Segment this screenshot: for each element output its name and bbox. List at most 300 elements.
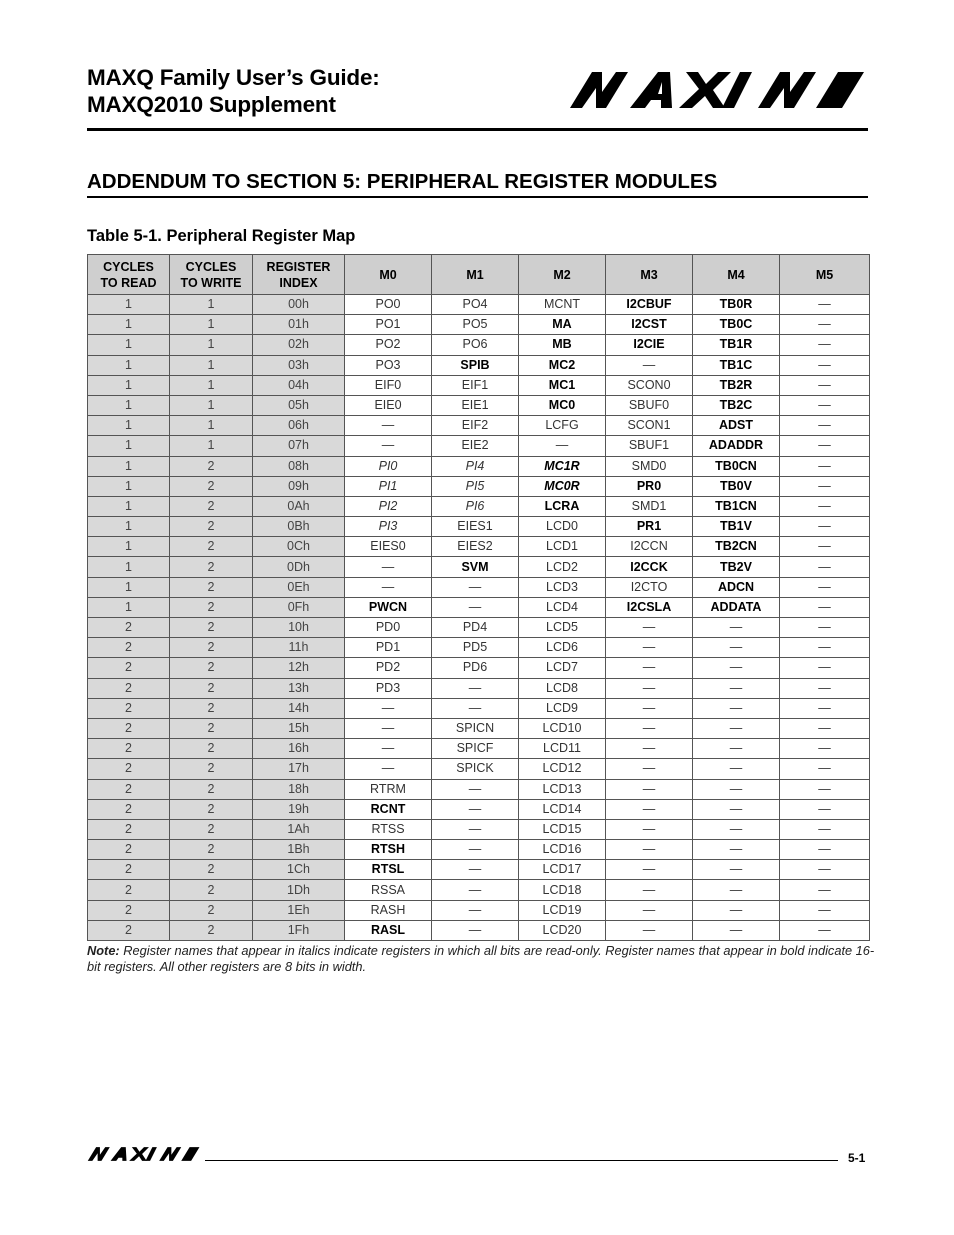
table-cell: 0Fh	[253, 597, 345, 617]
table-cell: SPICK	[432, 759, 519, 779]
table-cell: MC1	[519, 375, 606, 395]
table-cell: PO1	[345, 315, 432, 335]
table-row	[88, 375, 870, 395]
table-cell: 1	[170, 355, 253, 375]
table-cell: —	[693, 618, 780, 638]
table-cell: TB2R	[693, 375, 780, 395]
table-cell: —	[780, 920, 870, 940]
table-cell: 1Dh	[253, 880, 345, 900]
table-cell: —	[345, 416, 432, 436]
table-cell: 0Bh	[253, 517, 345, 537]
table-cell: LCFG	[519, 416, 606, 436]
table-cell: 0Ch	[253, 537, 345, 557]
column-header: M0	[345, 255, 432, 295]
table-cell: —	[780, 295, 870, 315]
table-cell: LCD1	[519, 537, 606, 557]
table-cell: —	[606, 779, 693, 799]
table-cell: MC2	[519, 355, 606, 375]
table-row	[88, 658, 870, 678]
table-cell: PD6	[432, 658, 519, 678]
table-cell: —	[432, 597, 519, 617]
table-cell: —	[693, 799, 780, 819]
table-cell: 2	[170, 860, 253, 880]
table-cell: PD3	[345, 678, 432, 698]
table-cell: —	[693, 759, 780, 779]
table-cell: MC0R	[519, 476, 606, 496]
table-cell: ADCN	[693, 577, 780, 597]
table-cell: 1Fh	[253, 920, 345, 940]
table-cell: EIES0	[345, 537, 432, 557]
table-cell: —	[780, 900, 870, 920]
table-cell: —	[345, 739, 432, 759]
table-cell: 2	[170, 799, 253, 819]
table-cell: 15h	[253, 718, 345, 738]
table-cell: —	[606, 900, 693, 920]
table-cell: 2	[88, 698, 170, 718]
table-cell: 0Eh	[253, 577, 345, 597]
table-cell: —	[780, 355, 870, 375]
table-cell: —	[606, 799, 693, 819]
table-cell: 1	[88, 395, 170, 415]
column-header: M4	[693, 255, 780, 295]
table-cell: —	[432, 819, 519, 839]
table-row	[88, 920, 870, 940]
table-cell: 09h	[253, 476, 345, 496]
table-cell: 1	[88, 375, 170, 395]
table-cell: RTSL	[345, 860, 432, 880]
table-cell: 2	[170, 537, 253, 557]
table-body	[88, 295, 870, 941]
table-cell: PD0	[345, 618, 432, 638]
table-cell: 1	[88, 577, 170, 597]
table-cell: MA	[519, 315, 606, 335]
table-cell: 2	[88, 840, 170, 860]
table-cell: MC1R	[519, 456, 606, 476]
table-cell: SVM	[432, 557, 519, 577]
table-cell: 05h	[253, 395, 345, 415]
table-row	[88, 819, 870, 839]
table-cell: —	[780, 315, 870, 335]
table-cell: —	[432, 840, 519, 860]
table-cell: 2	[88, 920, 170, 940]
table-cell: 2	[88, 759, 170, 779]
note-label: Note:	[87, 943, 120, 958]
table-cell: —	[780, 375, 870, 395]
table-row	[88, 759, 870, 779]
table-row	[88, 496, 870, 516]
table-cell: —	[780, 799, 870, 819]
title-line-1: MAXQ Family User’s Guide:	[87, 65, 380, 90]
table-cell: —	[693, 779, 780, 799]
table-cell: 2	[88, 799, 170, 819]
table-cell: —	[693, 819, 780, 839]
table-cell: —	[693, 920, 780, 940]
table-cell: —	[345, 698, 432, 718]
table-cell: —	[606, 739, 693, 759]
table-row	[88, 698, 870, 718]
table-cell: MC0	[519, 395, 606, 415]
table-cell: —	[432, 880, 519, 900]
table-cell: 19h	[253, 799, 345, 819]
table-cell: PI4	[432, 456, 519, 476]
table-cell: —	[780, 860, 870, 880]
table-cell: EIF1	[432, 375, 519, 395]
table-cell: RTSS	[345, 819, 432, 839]
table-row	[88, 315, 870, 335]
table-row	[88, 456, 870, 476]
table-cell: SPIB	[432, 355, 519, 375]
table-row	[88, 638, 870, 658]
table-cell: 2	[170, 698, 253, 718]
table-cell: —	[693, 678, 780, 698]
table-row	[88, 295, 870, 315]
table-cell: EIES1	[432, 517, 519, 537]
table-cell: EIE0	[345, 395, 432, 415]
table-cell: —	[693, 658, 780, 678]
column-header: CYCLES TO READ	[88, 255, 170, 295]
table-cell: 2	[170, 779, 253, 799]
maxim-logo-footer	[87, 1146, 201, 1162]
table-row	[88, 557, 870, 577]
table-cell: LCD17	[519, 860, 606, 880]
column-header: M2	[519, 255, 606, 295]
table-cell: 1	[170, 436, 253, 456]
table-cell: 1	[170, 416, 253, 436]
table-cell: —	[780, 557, 870, 577]
table-cell: 2	[170, 476, 253, 496]
table-cell: —	[780, 476, 870, 496]
table-cell: —	[345, 718, 432, 738]
column-header: REGISTER INDEX	[253, 255, 345, 295]
table-cell: —	[780, 840, 870, 860]
table-cell: MCNT	[519, 295, 606, 315]
table-cell: —	[693, 698, 780, 718]
table-cell: 2	[170, 819, 253, 839]
table-cell: LCD16	[519, 840, 606, 860]
table-cell: TB1CN	[693, 496, 780, 516]
table-cell: —	[780, 698, 870, 718]
table-cell: 2	[88, 900, 170, 920]
table-cell: 1	[88, 476, 170, 496]
table-cell: EIES2	[432, 537, 519, 557]
table-cell: —	[432, 678, 519, 698]
table-cell: 2	[88, 880, 170, 900]
table-row	[88, 678, 870, 698]
table-cell: LCD7	[519, 658, 606, 678]
table-cell: TB1C	[693, 355, 780, 375]
table-cell: ADDATA	[693, 597, 780, 617]
page-number: 5-1	[848, 1151, 866, 1165]
table-cell: ADADDR	[693, 436, 780, 456]
footer-rule	[205, 1160, 838, 1161]
table-cell: PI6	[432, 496, 519, 516]
table-cell: —	[606, 618, 693, 638]
note-text: Register names that appear in italics indicate registers in which all bits are read-only. Register names that appear in bold indicate 16-bit registers. All other registers are 8 bits in width.	[87, 943, 875, 974]
table-cell: 2	[170, 739, 253, 759]
table-cell: PD4	[432, 618, 519, 638]
table-cell: PI2	[345, 496, 432, 516]
table-row	[88, 840, 870, 860]
table-cell: LCD2	[519, 557, 606, 577]
table-cell: 1	[88, 436, 170, 456]
table-row	[88, 779, 870, 799]
table-cell: 2	[170, 880, 253, 900]
table-cell: I2CCN	[606, 537, 693, 557]
column-header: M5	[780, 255, 870, 295]
table-cell: I2CCK	[606, 557, 693, 577]
maxim-logo	[568, 70, 868, 110]
table-cell: 1	[88, 335, 170, 355]
table-cell: PO0	[345, 295, 432, 315]
table-cell: 17h	[253, 759, 345, 779]
table-cell: SBUF0	[606, 395, 693, 415]
table-cell: 12h	[253, 658, 345, 678]
table-cell: 2	[170, 456, 253, 476]
table-cell: 1	[170, 295, 253, 315]
table-cell: —	[693, 860, 780, 880]
table-cell: —	[780, 496, 870, 516]
table-cell: 1	[88, 537, 170, 557]
table-cell: 1	[88, 355, 170, 375]
table-row	[88, 900, 870, 920]
table-cell: MB	[519, 335, 606, 355]
column-header: M1	[432, 255, 519, 295]
table-cell: 1	[88, 315, 170, 335]
table-header-row	[88, 255, 870, 295]
table-cell: 2	[170, 597, 253, 617]
table-row	[88, 517, 870, 537]
table-cell: 1	[170, 315, 253, 335]
table-cell: 2	[170, 759, 253, 779]
table-cell: 2	[88, 819, 170, 839]
table-cell: 2	[88, 658, 170, 678]
table-cell: —	[780, 739, 870, 759]
table-cell: —	[606, 678, 693, 698]
table-cell: I2CTO	[606, 577, 693, 597]
table-cell: PI3	[345, 517, 432, 537]
table-cell: TB1R	[693, 335, 780, 355]
table-cell: 14h	[253, 698, 345, 718]
table-cell: PO6	[432, 335, 519, 355]
table-cell: PWCN	[345, 597, 432, 617]
table-row	[88, 537, 870, 557]
table-cell: —	[345, 759, 432, 779]
table-cell: TB0V	[693, 476, 780, 496]
table-cell: 08h	[253, 456, 345, 476]
table-cell: —	[606, 638, 693, 658]
table-row	[88, 416, 870, 436]
column-header: M3	[606, 255, 693, 295]
table-cell: —	[345, 436, 432, 456]
table-cell: LCD20	[519, 920, 606, 940]
table-cell: 1	[170, 395, 253, 415]
table-cell: PD5	[432, 638, 519, 658]
table-cell: EIE1	[432, 395, 519, 415]
table-cell: RASL	[345, 920, 432, 940]
table-cell: TB0CN	[693, 456, 780, 476]
table-cell: PI1	[345, 476, 432, 496]
table-cell: —	[780, 718, 870, 738]
table-cell: —	[780, 395, 870, 415]
table-row	[88, 436, 870, 456]
table-cell: 18h	[253, 779, 345, 799]
peripheral-register-map-table	[87, 254, 870, 941]
table-cell: 2	[170, 577, 253, 597]
table-cell: SMD0	[606, 456, 693, 476]
table-cell: 13h	[253, 678, 345, 698]
table-cell: 2	[170, 517, 253, 537]
table-cell: —	[780, 456, 870, 476]
table-cell: —	[606, 698, 693, 718]
table-cell: PR0	[606, 476, 693, 496]
table-cell: 1Ah	[253, 819, 345, 839]
table-cell: 1	[88, 597, 170, 617]
table-cell: —	[432, 900, 519, 920]
table-row	[88, 476, 870, 496]
table-cell: —	[432, 920, 519, 940]
table-cell: —	[606, 658, 693, 678]
table-cell: SCON1	[606, 416, 693, 436]
table-cell: —	[780, 618, 870, 638]
table-cell: RSSA	[345, 880, 432, 900]
table-cell: EIE2	[432, 436, 519, 456]
table-cell: LCD12	[519, 759, 606, 779]
table-cell: 2	[88, 860, 170, 880]
table-cell: SBUF1	[606, 436, 693, 456]
column-header: CYCLES TO WRITE	[170, 255, 253, 295]
table-cell: I2CBUF	[606, 295, 693, 315]
table-row	[88, 860, 870, 880]
table-cell: RASH	[345, 900, 432, 920]
header-rule	[87, 128, 868, 131]
table-cell: LCD0	[519, 517, 606, 537]
table-cell: —	[606, 880, 693, 900]
table-cell: —	[606, 355, 693, 375]
table-cell: —	[606, 860, 693, 880]
table-cell: TB2V	[693, 557, 780, 577]
table-cell: LCD11	[519, 739, 606, 759]
table-cell: 07h	[253, 436, 345, 456]
table-row	[88, 739, 870, 759]
table-cell: TB1V	[693, 517, 780, 537]
table-cell: —	[345, 577, 432, 597]
table-cell: EIF0	[345, 375, 432, 395]
table-cell: PO2	[345, 335, 432, 355]
table-cell: RTSH	[345, 840, 432, 860]
table-cell: —	[606, 920, 693, 940]
table-cell: LCD8	[519, 678, 606, 698]
table-cell: I2CSLA	[606, 597, 693, 617]
table-cell: 2	[88, 638, 170, 658]
table-cell: 1	[88, 496, 170, 516]
table-row	[88, 799, 870, 819]
table-cell: 03h	[253, 355, 345, 375]
table-cell: 16h	[253, 739, 345, 759]
table-cell: —	[780, 577, 870, 597]
table-cell: LCD19	[519, 900, 606, 920]
table-cell: 2	[88, 618, 170, 638]
table-cell: —	[606, 718, 693, 738]
table-cell: —	[345, 557, 432, 577]
table-cell: 02h	[253, 335, 345, 355]
table-cell: 1	[170, 375, 253, 395]
table-cell: —	[432, 577, 519, 597]
table-cell: —	[780, 658, 870, 678]
table-cell: —	[693, 638, 780, 658]
table-row	[88, 618, 870, 638]
table-cell: —	[606, 819, 693, 839]
table-cell: —	[780, 759, 870, 779]
table-cell: 2	[170, 840, 253, 860]
table-cell: 1Ch	[253, 860, 345, 880]
table-cell: 0Ah	[253, 496, 345, 516]
table-cell: —	[693, 880, 780, 900]
table-cell: LCD3	[519, 577, 606, 597]
table-row	[88, 395, 870, 415]
table-row	[88, 577, 870, 597]
table-cell: ADST	[693, 416, 780, 436]
table-cell: 2	[170, 678, 253, 698]
table-cell: LCD5	[519, 618, 606, 638]
table-cell: 2	[170, 638, 253, 658]
table-cell: PD1	[345, 638, 432, 658]
section-heading: ADDENDUM TO SECTION 5: PERIPHERAL REGISTER MODULES	[87, 170, 718, 193]
table-cell: SPICF	[432, 739, 519, 759]
table-cell: LCRA	[519, 496, 606, 516]
table-cell: I2CST	[606, 315, 693, 335]
table-cell: LCD14	[519, 799, 606, 819]
table-cell: 1Eh	[253, 900, 345, 920]
document-title	[87, 64, 380, 118]
table-cell: TB0R	[693, 295, 780, 315]
table-cell: —	[606, 759, 693, 779]
section-rule	[87, 196, 868, 198]
table-cell: RTRM	[345, 779, 432, 799]
table-cell: —	[780, 416, 870, 436]
table-row	[88, 597, 870, 617]
table-cell: 1	[88, 557, 170, 577]
table-cell: PO3	[345, 355, 432, 375]
table-cell: SPICN	[432, 718, 519, 738]
table-cell: 11h	[253, 638, 345, 658]
table-cell: —	[780, 517, 870, 537]
table-cell: 04h	[253, 375, 345, 395]
table-cell: 2	[170, 557, 253, 577]
table-cell: LCD4	[519, 597, 606, 617]
table-cell: SCON0	[606, 375, 693, 395]
table-cell: PO5	[432, 315, 519, 335]
table-cell: 00h	[253, 295, 345, 315]
table-cell: LCD10	[519, 718, 606, 738]
table-cell: —	[780, 436, 870, 456]
table-cell: 2	[170, 658, 253, 678]
table-cell: —	[780, 880, 870, 900]
table-cell: 2	[170, 618, 253, 638]
table-cell: 1	[88, 517, 170, 537]
table-cell: —	[432, 860, 519, 880]
table-cell: LCD15	[519, 819, 606, 839]
table-cell: SMD1	[606, 496, 693, 516]
table-cell: —	[693, 840, 780, 860]
table-cell: —	[432, 698, 519, 718]
table-note	[87, 943, 877, 975]
table-cell: PO4	[432, 295, 519, 315]
table-cell: TB2C	[693, 395, 780, 415]
table-cell: PI0	[345, 456, 432, 476]
table-cell: 2	[88, 739, 170, 759]
table-cell: —	[693, 739, 780, 759]
table-cell: 01h	[253, 315, 345, 335]
